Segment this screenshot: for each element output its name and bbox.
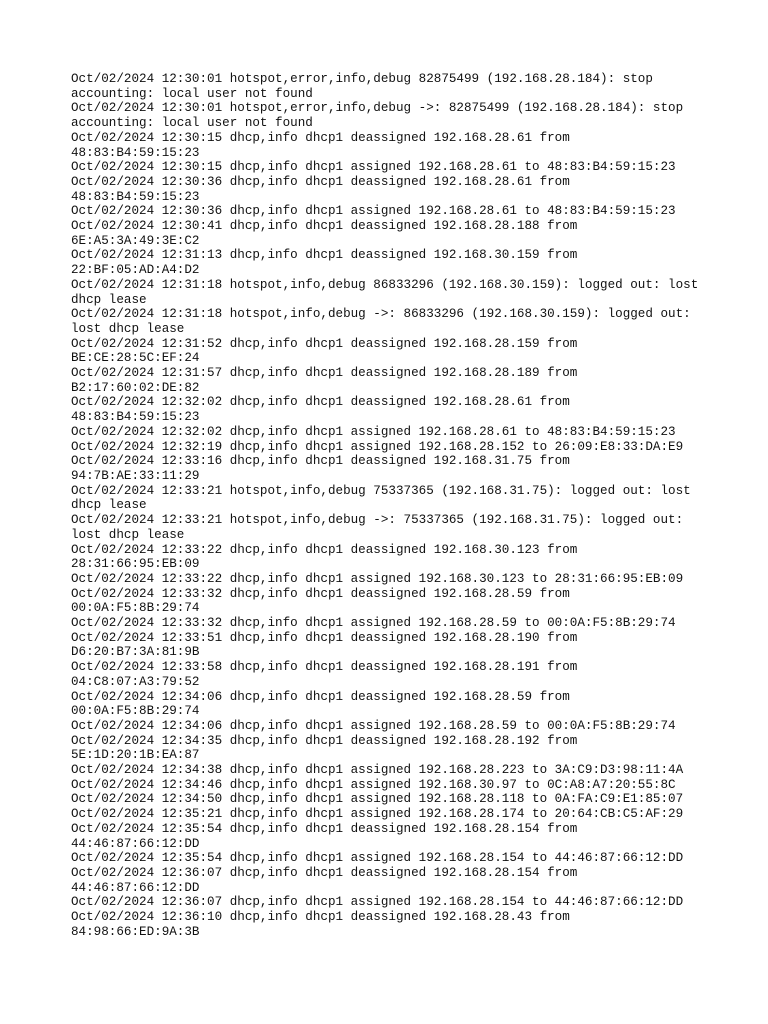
log-line: 04:C8:07:A3:79:52 — [71, 674, 200, 689]
log-line: Oct/02/2024 12:33:21 hotspot,info,debug 75337365 (192.168.31.75): logged out: lost — [71, 483, 691, 498]
log-line: 22:BF:05:AD:A4:D2 — [71, 263, 200, 278]
log-line: 84:98:66:ED:9A:3B — [71, 924, 200, 939]
log-line: Oct/02/2024 12:30:01 hotspot,error,info,debug 82875499 (192.168.28.184): stop — [71, 72, 653, 86]
log-line: Oct/02/2024 12:33:21 hotspot,info,debug ->: 75337365 (192.168.31.75): logged out: — [71, 513, 684, 528]
log-line: lost dhcp lease — [71, 321, 185, 336]
log-line: Oct/02/2024 12:31:18 hotspot,info,debug 86833296 (192.168.30.159): logged out: lost — [71, 277, 699, 292]
log-line: Oct/02/2024 12:34:06 dhcp,info dhcp1 deassigned 192.168.28.59 from — [71, 689, 570, 704]
log-line: 44:46:87:66:12:DD — [71, 836, 200, 851]
log-line: Oct/02/2024 12:34:35 dhcp,info dhcp1 deassigned 192.168.28.192 from — [71, 733, 578, 748]
log-line: Oct/02/2024 12:30:41 dhcp,info dhcp1 deassigned 192.168.28.188 from — [71, 219, 578, 234]
log-document — [71, 72, 711, 939]
log-line: Oct/02/2024 12:33:22 dhcp,info dhcp1 assigned 192.168.30.123 to 28:31:66:95:EB:09 — [71, 571, 684, 586]
log-line: Oct/02/2024 12:35:54 dhcp,info dhcp1 assigned 192.168.28.154 to 44:46:87:66:12:DD — [71, 851, 684, 866]
log-line: Oct/02/2024 12:36:10 dhcp,info dhcp1 deassigned 192.168.28.43 from — [71, 910, 570, 925]
log-line: 00:0A:F5:8B:29:74 — [71, 601, 200, 616]
log-line: accounting: local user not found — [71, 86, 313, 101]
log-line: 5E:1D:20:1B:EA:87 — [71, 748, 200, 763]
log-line: accounting: local user not found — [71, 116, 313, 131]
log-line: Oct/02/2024 12:34:46 dhcp,info dhcp1 assigned 192.168.30.97 to 0C:A8:A7:20:55:8C — [71, 777, 676, 792]
log-line: Oct/02/2024 12:33:22 dhcp,info dhcp1 deassigned 192.168.30.123 from — [71, 542, 578, 557]
log-line: lost dhcp lease — [71, 527, 185, 542]
log-line: Oct/02/2024 12:34:06 dhcp,info dhcp1 assigned 192.168.28.59 to 00:0A:F5:8B:29:74 — [71, 718, 676, 733]
log-line: Oct/02/2024 12:32:19 dhcp,info dhcp1 assigned 192.168.28.152 to 26:09:E8:33:DA:E9 — [71, 439, 684, 454]
log-line: B2:17:60:02:DE:82 — [71, 380, 200, 395]
log-line: dhcp lease — [71, 498, 147, 513]
log-line: Oct/02/2024 12:34:50 dhcp,info dhcp1 assigned 192.168.28.118 to 0A:FA:C9:E1:85:07 — [71, 792, 684, 807]
log-line: Oct/02/2024 12:30:15 dhcp,info dhcp1 assigned 192.168.28.61 to 48:83:B4:59:15:23 — [71, 160, 676, 175]
log-line: Oct/02/2024 12:32:02 dhcp,info dhcp1 assigned 192.168.28.61 to 48:83:B4:59:15:23 — [71, 424, 676, 439]
log-line: Oct/02/2024 12:36:07 dhcp,info dhcp1 deassigned 192.168.28.154 from — [71, 865, 578, 880]
log-line: Oct/02/2024 12:34:38 dhcp,info dhcp1 assigned 192.168.28.223 to 3A:C9:D3:98:11:4A — [71, 763, 684, 778]
log-line: Oct/02/2024 12:32:02 dhcp,info dhcp1 deassigned 192.168.28.61 from — [71, 395, 570, 410]
log-line: Oct/02/2024 12:31:18 hotspot,info,debug ->: 86833296 (192.168.30.159): logged out: — [71, 307, 691, 322]
log-line: Oct/02/2024 12:33:51 dhcp,info dhcp1 deassigned 192.168.28.190 from — [71, 630, 578, 645]
log-line: Oct/02/2024 12:30:15 dhcp,info dhcp1 deassigned 192.168.28.61 from — [71, 130, 570, 145]
log-line: Oct/02/2024 12:31:52 dhcp,info dhcp1 deassigned 192.168.28.159 from — [71, 336, 578, 351]
log-line: 6E:A5:3A:49:3E:C2 — [71, 233, 200, 248]
log-line: BE:CE:28:5C:EF:24 — [71, 351, 200, 366]
log-line: Oct/02/2024 12:30:01 hotspot,error,info,debug ->: 82875499 (192.168.28.184): stop — [71, 101, 684, 116]
log-line: Oct/02/2024 12:33:58 dhcp,info dhcp1 deassigned 192.168.28.191 from — [71, 660, 578, 675]
log-line: 48:83:B4:59:15:23 — [71, 145, 200, 160]
log-line: 44:46:87:66:12:DD — [71, 880, 200, 895]
log-line: Oct/02/2024 12:36:07 dhcp,info dhcp1 assigned 192.168.28.154 to 44:46:87:66:12:DD — [71, 895, 684, 910]
log-line: dhcp lease — [71, 292, 147, 307]
log-line: Oct/02/2024 12:31:57 dhcp,info dhcp1 deassigned 192.168.28.189 from — [71, 366, 578, 381]
log-line: Oct/02/2024 12:33:32 dhcp,info dhcp1 assigned 192.168.28.59 to 00:0A:F5:8B:29:74 — [71, 616, 676, 631]
log-line: 48:83:B4:59:15:23 — [71, 189, 200, 204]
log-line: Oct/02/2024 12:33:16 dhcp,info dhcp1 deassigned 192.168.31.75 from — [71, 454, 570, 469]
log-line: Oct/02/2024 12:30:36 dhcp,info dhcp1 deassigned 192.168.28.61 from — [71, 174, 570, 189]
log-line: Oct/02/2024 12:33:32 dhcp,info dhcp1 deassigned 192.168.28.59 from — [71, 586, 570, 601]
log-line: 94:7B:AE:33:11:29 — [71, 468, 200, 483]
log-line: D6:20:B7:3A:81:9B — [71, 645, 200, 660]
log-line: Oct/02/2024 12:31:13 dhcp,info dhcp1 deassigned 192.168.30.159 from — [71, 248, 578, 263]
log-line: Oct/02/2024 12:35:21 dhcp,info dhcp1 assigned 192.168.28.174 to 20:64:CB:C5:AF:29 — [71, 807, 684, 822]
log-line: 48:83:B4:59:15:23 — [71, 410, 200, 425]
log-line: Oct/02/2024 12:30:36 dhcp,info dhcp1 assigned 192.168.28.61 to 48:83:B4:59:15:23 — [71, 204, 676, 219]
log-line: Oct/02/2024 12:35:54 dhcp,info dhcp1 deassigned 192.168.28.154 from — [71, 821, 578, 836]
log-line: 28:31:66:95:EB:09 — [71, 557, 200, 572]
log-line: 00:0A:F5:8B:29:74 — [71, 704, 200, 719]
